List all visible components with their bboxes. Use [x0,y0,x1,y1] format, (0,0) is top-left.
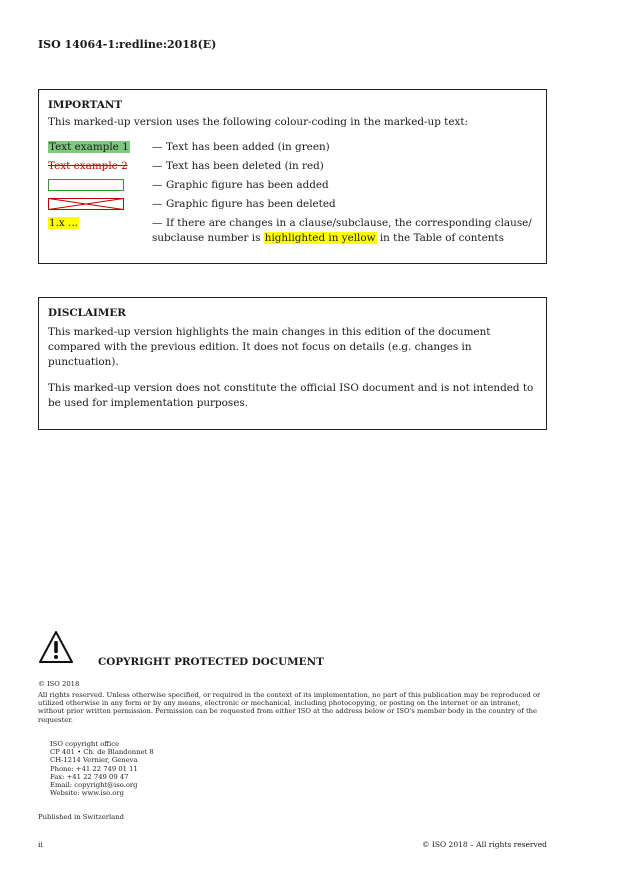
added-figure-swatch [48,179,124,191]
clause-number-example: 1.x ... [49,217,78,229]
deleted-figure-desc: Graphic figure has been deleted [166,198,336,210]
address-website: Website: www.iso.org [50,789,124,798]
published-in: Published in Switzerland [38,813,124,821]
important-box [38,89,547,264]
deleted-text-example: Text example 2 [48,160,128,172]
copyright-notice: © ISO 2018 [38,680,80,688]
disclaimer-paragraph-2: This marked-up version does not constitute the official ISO document and is not intended to be used for implementation purposes. [48,382,534,409]
added-figure-desc: Graphic figure has been added [166,179,329,191]
legend-row-clause-highlight [48,216,537,246]
deleted-figure-swatch [48,198,124,210]
clause-highlight-desc: — If there are changes in a clause/subclause, the corresponding clause/ subclause number is highlighted in yellow in the Table of contents [152,217,532,244]
copyright-title: COPYRIGHT PROTECTED DOCUMENT [98,656,324,668]
address-line: CP 401 • Ch. de Blandonnet 8 [50,748,154,757]
deleted-text-desc: Text has been deleted (in red) [166,160,324,172]
legend-row-added-text: Text example 1 — Text has been added (in green) [49,141,330,153]
important-title: IMPORTANT [48,99,123,111]
address-line: ISO copyright office [50,740,120,748]
document-id: ISO 14064-1:redline:2018(E) [38,38,217,51]
warning-triangle-icon [38,630,74,664]
copyright-rights-text: All rights reserved. Unless otherwise specified, or required in the context of its implementation, no part of this publication may be reproduced or utilized otherwise in any form or by any means, electronic or mechanical, including photocopying, or posting on the internet or an intranet, without prior written permission. Permission can be requested from either ISO at the address below or ISO's member body in the country of the requester. [38,691,541,724]
disclaimer-box [38,297,547,430]
address-fax: Fax: +41 22 749 09 47 [50,772,129,781]
disclaimer-title: DISCLAIMER [48,307,126,319]
disclaimer-paragraph-1: This marked-up version highlights the main changes in this edition of the document compared with the previous edition. It does not focus on details (e.g. changes in punctuation). [48,326,491,368]
added-text-example: Text example 1 [49,141,129,153]
copyright-office-address [50,740,154,797]
address-phone: Phone: +41 22 749 01 11 [50,764,138,773]
footer-rights: © ISO 2018 – All rights reserved [422,840,547,849]
added-text-desc: Text has been added (in green) [166,141,330,153]
address-line: CH-1214 Vernier, Geneva [50,756,138,765]
highlighted-in-yellow: highlighted in yellow [264,232,376,244]
legend-row-deleted-text: Text example 2 — Text has been deleted (in red) [48,160,324,172]
address-email: Email: copyright@iso.org [50,781,138,790]
page-number: ii [38,840,43,849]
legend-row-deleted-figure: — Graphic figure has been deleted [48,197,537,212]
important-intro: This marked-up version uses the following colour-coding in the marked-up text: [48,116,469,128]
legend-row-added-figure: — Graphic figure has been added [48,178,537,193]
